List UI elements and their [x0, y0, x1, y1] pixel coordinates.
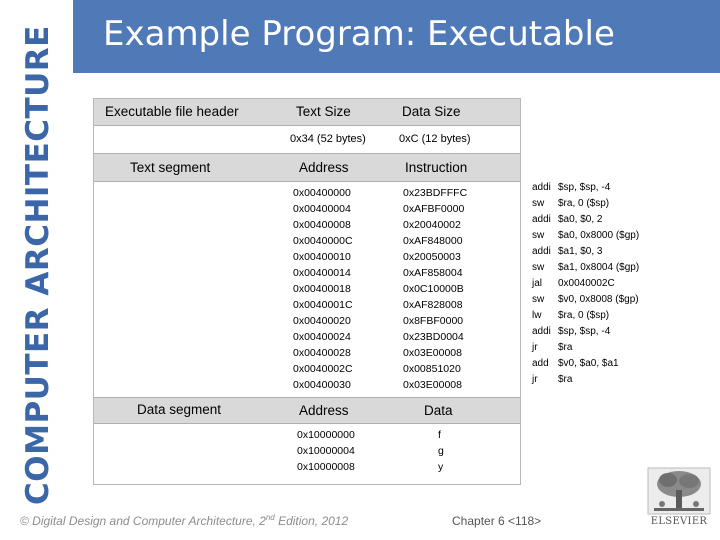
text-address-cell: 0x00400024	[293, 331, 351, 343]
assembly-line	[532, 230, 639, 241]
assembly-opcode: add	[532, 358, 549, 369]
assembly-opcode: addi	[532, 326, 551, 337]
assembly-operands: $ra	[558, 342, 573, 353]
text-size-value: 0x34 (52 bytes)	[290, 133, 366, 145]
assembly-opcode: addi	[532, 214, 551, 225]
text-address-cell: 0x0040001C	[293, 299, 353, 311]
instruction-cell: 0xAF848000	[403, 235, 463, 247]
instruction-cell: 0xAF828008	[403, 299, 463, 311]
assembly-line	[532, 294, 639, 305]
text-address-cell: 0x00400018	[293, 283, 351, 295]
data-address-cell: 0x10000004	[297, 445, 355, 457]
assembly-operands: $a1, 0x8004 ($gp)	[558, 262, 640, 273]
divider	[94, 423, 520, 424]
assembly-opcode: sw	[532, 262, 545, 273]
divider	[94, 125, 520, 126]
instruction-cell: 0x20050003	[403, 251, 461, 263]
data-col-header: Data	[424, 403, 453, 418]
assembly-operands: $a0, $0, 2	[558, 214, 603, 225]
assembly-line	[532, 182, 610, 193]
assembly-operands: $ra, 0 ($sp)	[558, 310, 610, 321]
sidebar-title: COMPUTER ARCHITECTURE	[20, 25, 56, 505]
data-address-col-header: Address	[299, 403, 349, 418]
assembly-opcode: jr	[532, 374, 538, 385]
instruction-cell: 0x23BDFFFC	[403, 187, 468, 199]
assembly-line	[532, 358, 619, 369]
assembly-opcode: lw	[532, 310, 542, 321]
assembly-operands: $sp, $sp, -4	[558, 326, 611, 337]
assembly-operands: $ra	[558, 374, 573, 385]
address-col-header: Address	[299, 160, 349, 175]
text-address-cell: 0x00400030	[293, 379, 351, 391]
copyright-text: © Digital Design and Computer Architecture, 2	[20, 514, 266, 528]
data-address-cell: 0x10000000	[297, 429, 355, 441]
assembly-line	[532, 246, 602, 257]
text-size-label: Text Size	[296, 104, 351, 119]
text-address-cell: 0x00400014	[293, 267, 351, 279]
data-segment-label: Data segment	[137, 402, 222, 417]
slide-header	[73, 0, 720, 73]
instruction-col-header: Instruction	[405, 160, 468, 175]
elsevier-logo	[646, 466, 712, 532]
copyright-sup: nd	[265, 513, 275, 522]
assembly-opcode: addi	[532, 246, 551, 257]
data-size-label: Data Size	[402, 104, 461, 119]
copyright	[20, 513, 348, 528]
data-value-cell: y	[438, 461, 444, 473]
file-header-label: Executable file header	[105, 104, 239, 119]
assembly-line	[532, 374, 572, 385]
instruction-cell: 0x03E00008	[403, 347, 462, 359]
assembly-operands: $a1, $0, 3	[558, 246, 603, 257]
elsevier-tree-icon	[646, 466, 712, 516]
text-address-cell: 0x00400020	[293, 315, 351, 327]
instruction-cell: 0x8FBF0000	[403, 315, 464, 327]
assembly-operands: 0x0040002C	[558, 278, 615, 289]
assembly-line	[532, 214, 602, 225]
text-address-cell: 0x0040002C	[293, 363, 353, 375]
assembly-opcode: addi	[532, 182, 551, 193]
divider	[94, 181, 520, 182]
assembly-opcode: sw	[532, 230, 545, 241]
data-address-cell: 0x10000008	[297, 461, 355, 473]
assembly-operands: $a0, 0x8000 ($gp)	[558, 230, 640, 241]
assembly-line	[532, 342, 572, 353]
divider	[94, 153, 520, 154]
instruction-cell: 0x00851020	[403, 363, 461, 375]
divider	[94, 397, 520, 398]
text-address-cell: 0x00400008	[293, 219, 351, 231]
instruction-cell: 0xAFBF0000	[403, 203, 465, 215]
executable-table	[93, 98, 521, 485]
instruction-cell: 0x0C10000B	[403, 283, 464, 295]
text-address-cell: 0x00400004	[293, 203, 351, 215]
assembly-line	[532, 326, 610, 337]
sidebar	[0, 0, 72, 540]
text-address-cell: 0x00400028	[293, 347, 351, 359]
slide-title: Example Program: Executable	[103, 14, 615, 54]
text-address-cell: 0x0040000C	[293, 235, 353, 247]
assembly-opcode: sw	[532, 198, 545, 209]
assembly-line	[532, 262, 639, 273]
assembly-line	[532, 198, 609, 209]
data-size-value: 0xC (12 bytes)	[399, 133, 471, 145]
assembly-operands: $v0, 0x8008 ($gp)	[558, 294, 639, 305]
instruction-cell: 0x23BD0004	[403, 331, 464, 343]
assembly-operands: $sp, $sp, -4	[558, 182, 611, 193]
instruction-cell: 0xAF858004	[403, 267, 463, 279]
assembly-opcode: jr	[532, 342, 538, 353]
copyright-text-end: Edition, 2012	[274, 514, 349, 528]
elsevier-wordmark: ELSEVIER	[650, 516, 708, 527]
data-value-cell: g	[438, 445, 444, 457]
assembly-opcode: jal	[532, 278, 543, 289]
instruction-cell: 0x20040002	[403, 219, 461, 231]
text-address-cell: 0x00400000	[293, 187, 351, 199]
instruction-cell: 0x03E00008	[403, 379, 462, 391]
assembly-line	[532, 310, 609, 321]
assembly-opcode: sw	[532, 294, 545, 305]
data-value-cell: f	[438, 429, 441, 441]
assembly-line	[532, 278, 615, 289]
assembly-operands: $ra, 0 ($sp)	[558, 198, 610, 209]
text-segment-label: Text segment	[130, 160, 211, 175]
text-address-cell: 0x00400010	[293, 251, 351, 263]
chapter-label: Chapter 6 <118>	[452, 514, 542, 528]
assembly-operands: $v0, $a0, $a1	[558, 358, 619, 369]
